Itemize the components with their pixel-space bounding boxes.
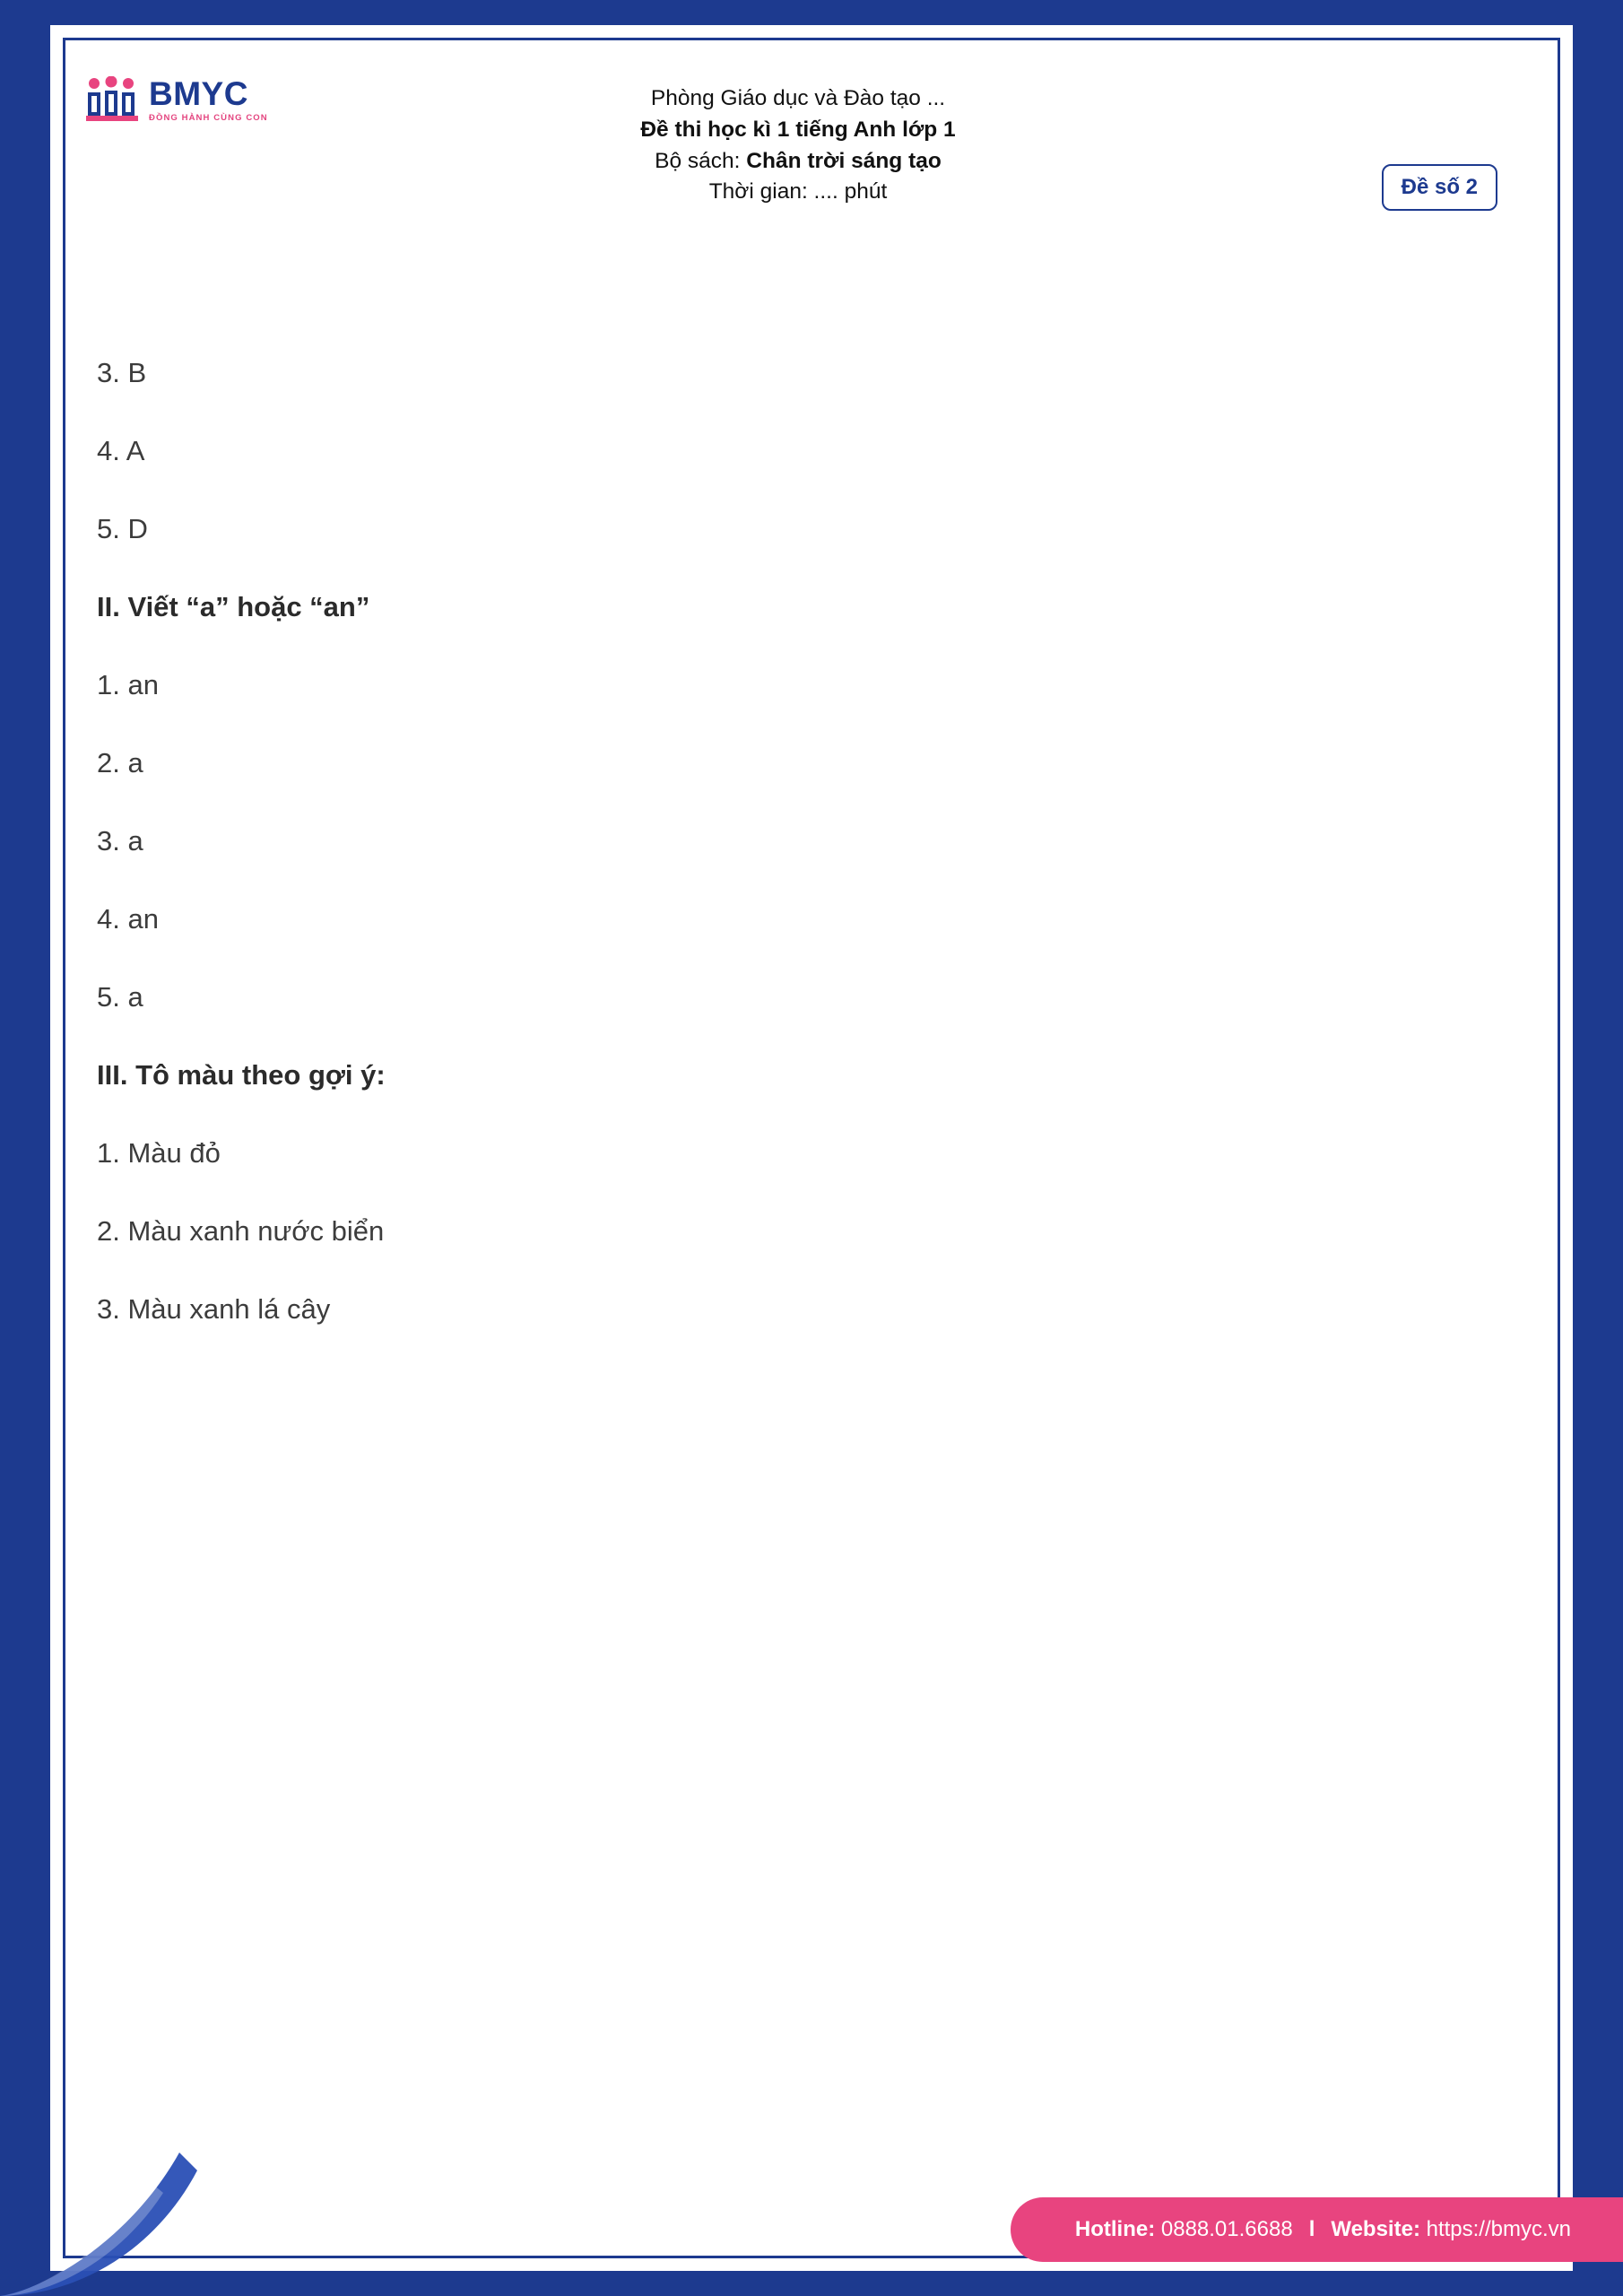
answer-sheet-body bbox=[97, 359, 1496, 1373]
list-item: 4. an bbox=[97, 903, 159, 935]
brand-tagline: ĐỒNG HÀNH CÙNG CON bbox=[149, 112, 268, 123]
hotline-label: Hotline: bbox=[1074, 2217, 1156, 2241]
hotline-value: 0888.01.6688 bbox=[1160, 2217, 1293, 2241]
footer-separator: l bbox=[1308, 2217, 1315, 2241]
list-item: 2. a bbox=[97, 747, 143, 778]
list-item: 3. B bbox=[97, 357, 147, 388]
section-heading-3: III. Tô màu theo gợi ý: bbox=[97, 1059, 386, 1091]
list-item: 4. A bbox=[97, 435, 145, 466]
list-item: 2. Màu xanh nước biển bbox=[97, 1215, 385, 1247]
exam-number-badge: Đề số 2 bbox=[1382, 164, 1497, 211]
document-header bbox=[63, 40, 1560, 318]
book-series-value: Chân trời sáng tạo bbox=[746, 148, 942, 173]
brand-title: BMYC bbox=[149, 74, 248, 112]
exam-name-line: Đề thi học kì 1 tiếng Anh lớp 1 bbox=[640, 117, 956, 142]
book-series-line bbox=[439, 146, 1157, 178]
list-item: 1. Màu đỏ bbox=[97, 1137, 221, 1169]
bmyc-logo-icon bbox=[84, 76, 140, 123]
section-heading-2: II. Viết “a” hoặc “an” bbox=[97, 591, 370, 622]
website-label: Website: bbox=[1331, 2217, 1420, 2241]
list-item: 3. Màu xanh lá cây bbox=[97, 1293, 331, 1325]
footer-contact-bar bbox=[1011, 2197, 1623, 2262]
brand-logo bbox=[84, 76, 268, 123]
department-line: Phòng Giáo dục và Đào tạo ... bbox=[650, 86, 946, 110]
list-item: 1. an bbox=[97, 669, 159, 700]
exam-title-block bbox=[439, 83, 1157, 208]
book-series-label: Bộ sách: bbox=[655, 148, 747, 173]
list-item: 5. D bbox=[97, 513, 148, 544]
list-item: 5. a bbox=[97, 981, 143, 1013]
list-item: 3. a bbox=[97, 825, 143, 857]
duration-line: Thời gian: .... phút bbox=[708, 179, 888, 204]
corner-decoration bbox=[0, 2099, 197, 2296]
website-value[interactable]: https://bmyc.vn bbox=[1426, 2217, 1571, 2241]
